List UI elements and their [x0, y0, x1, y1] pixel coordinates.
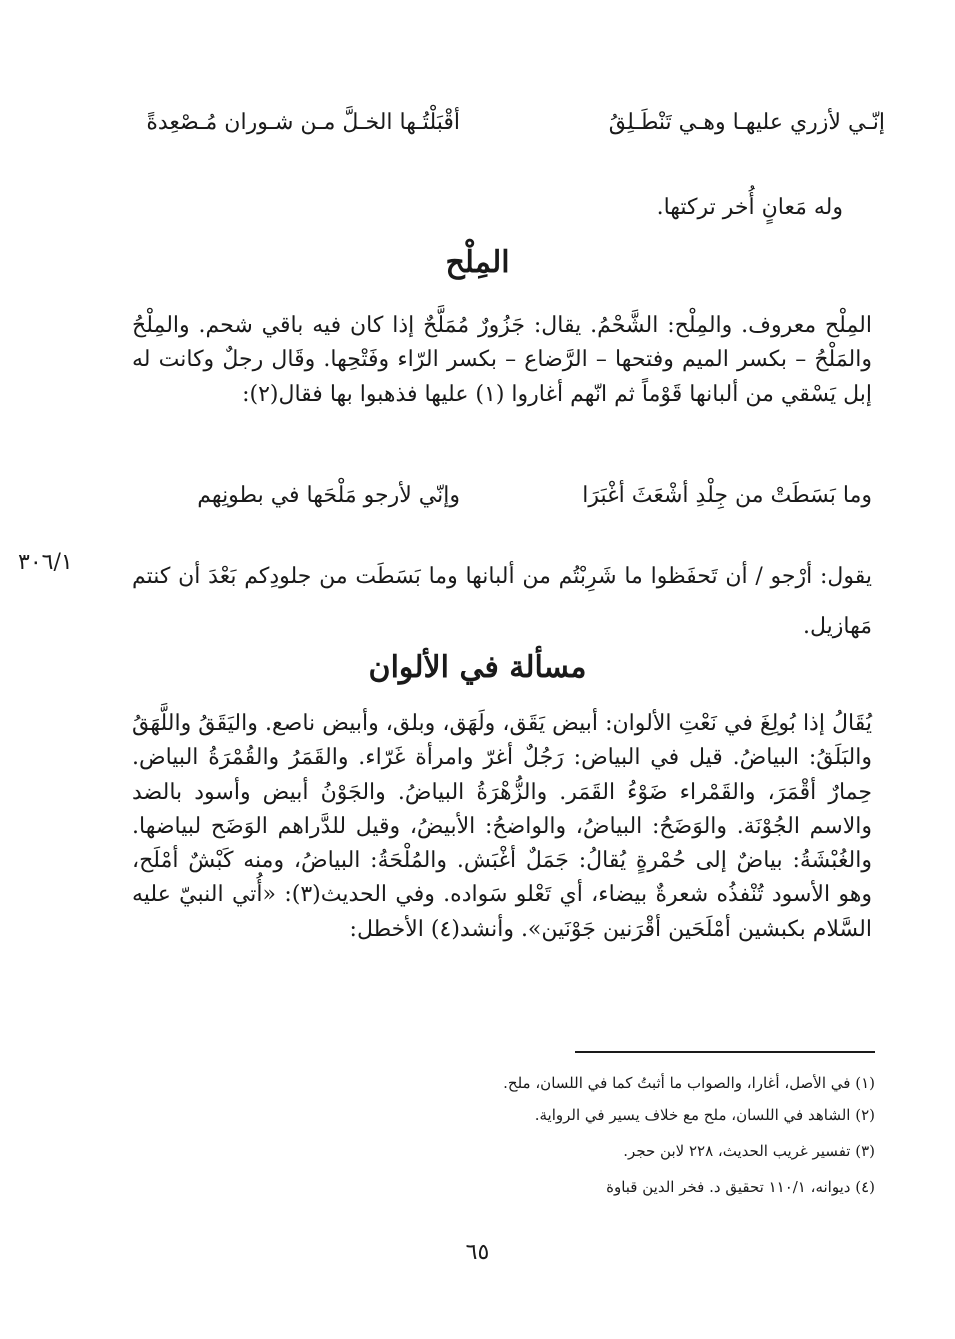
- verse1-first-hemistich: إنّـي لأزري عليهـا وهـي تَنْطَـلِقُ: [608, 110, 885, 135]
- explanation-paragraph: يقول: أرْجو / أن تَحفَظوا ما شَرِبْتُم من ألبانها وما بَسَطَت من جلودِكم بَعْدَ أن كنتم مَهازيل.: [132, 564, 872, 639]
- section-heading-colors: مسألة في الألوان: [368, 650, 587, 685]
- footnote-4: (٤) ديوانه، ١١٠/١ تحقيق د. فخر الدين قباوة: [606, 1178, 875, 1196]
- other-meanings-line: وله مَعانٍ أُخر تركتها.: [656, 195, 843, 220]
- page-number: ٦٥: [465, 1240, 490, 1265]
- footnote-2: (٢) الشاهد في اللسان، ملح مع خلاف يسير في الرواية.: [534, 1106, 875, 1124]
- verse2-first-hemistich: وما بَسَطَتْ من جِلْدِ أشْعَثَ أغْبَرَا: [582, 483, 872, 508]
- section-heading-milh: المِلْح: [445, 245, 510, 280]
- margin-reference: ٣٠٦/١: [18, 550, 73, 575]
- milh-paragraph: المِلْح معروف. والمِلْح: الشَّحْمُ. يقال: جَزُورٌ مُمَلَّحٌ إذا كان فيه باقي شحم. والمِلْحُ والمَلْحُ – بكسر الميم وفتحها – الرَّضاع – بكسر الرّاء وفَتْحِها. وقَال رجلٌ وكانت له إبل يَسْقي من ألبانها قَوْماً ثم انّهم أغاروا (١) عليها فذهبوا بها فقال(٢):: [132, 313, 872, 407]
- verse2-second-hemistich: وإنّي لأرجو مَلْحَها في بطونِهم: [197, 483, 460, 508]
- footnote-divider: [575, 1051, 875, 1053]
- footnote-3: (٣) تفسير غريب الحديث، ٢٢٨ لابن حجر.: [623, 1142, 875, 1160]
- colors-paragraph: يُقَالُ إذا بُولِغَ في نَعْتِ الألوان: أبيض يَقَق، ولَهَق، وبلق، وأبيض ناصع. واليَقَقُ واللَّهَقُ والبَلَقُ: البياضُ. قيل في البياض: رَجُلٌ أغرّ وامرأة غَرّاء. والقَمَرُ والقُمْرَةُ البياض. حِمارٌ أقْمَرَ، والقَمْراء ضَوْءُ القَمَر. والزُّهْرَةُ البياضُ. والجَوْنُ أبيض وأسود بالضد والاسم الجُوْنَة. والوَضَحُ: البياضُ، والواضحُ: الأبيضُ، وقيل للدَّراهم الوَضَح لبياضها. والغُبْشَةُ: بياضٌ إلى حُمْرةٍ يُقالُ: جَمَلٌ أغْبَش. والمُلْحَةُ: البياضُ، ومنه كَبْشٌ أمْلَح، وهو الأسود تُنْفذُه شعرةٌ بيضاء، أي تَعْلو سَواده. وفي الحديث(٣): «أُتي النبيّ عليه السَّلام بكبشين أمْلَحَين أقْرَنين جَوْنَين». وأنشد(٤) الأخطل:: [132, 711, 873, 942]
- verse1-second-hemistich: أقْبَلْتُـها الخـلَّ مـن شـوران مُـصْعِدةً: [146, 110, 460, 135]
- footnote-1: (١) في الأصل، أغارا، والصواب ما أثبتُ كما في اللسان، ملح.: [503, 1074, 875, 1092]
